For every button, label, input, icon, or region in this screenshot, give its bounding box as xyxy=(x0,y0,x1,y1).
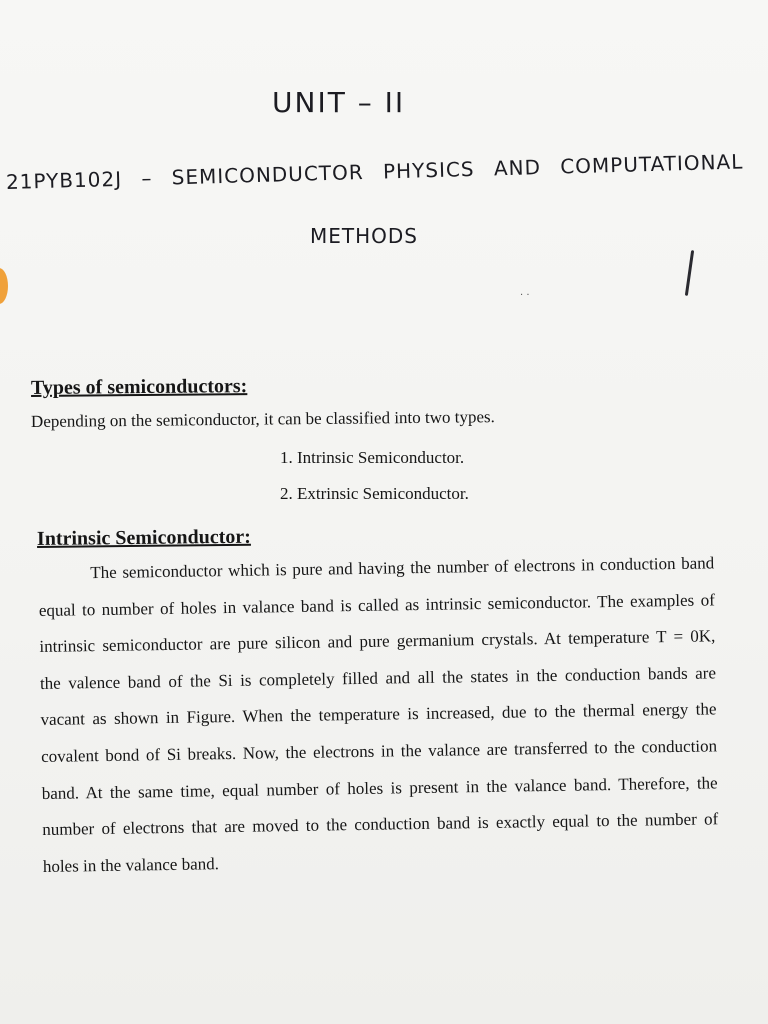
paragraph-line: band. At the same time, equal number of holes is present in the valance band. Therefore, the xyxy=(41,772,718,803)
types-heading: Types of semiconductors: xyxy=(30,375,248,399)
paragraph-line: covalent bond of Si breaks. Now, the electrons in the valance are transferred to the conduction xyxy=(40,736,718,766)
list-item: 1. Intrinsic Semiconductor. xyxy=(280,448,465,467)
paragraph-line: the valence band of the Si is completely filled and all the states in the conduction bands are xyxy=(39,663,717,693)
course-title-line: 21PYB102J – SEMICONDUCTOR PHYSICS AND COMPUTATIONAL xyxy=(5,149,744,194)
paragraph-line: holes in the valance band. xyxy=(42,853,220,876)
types-intro-text: Depending on the semiconductor, it can be classified into two types. xyxy=(30,407,495,431)
paragraph-line: vacant as shown in Figure. When the temperature is increased, due to the thermal energy the xyxy=(40,699,717,730)
ink-specks: · · xyxy=(520,290,530,301)
unit-title: UNIT – II xyxy=(272,86,406,119)
paragraph-line: number of electrons that are moved to the conduction band is exactly equal to the number of xyxy=(42,809,719,840)
orange-sticker-mark xyxy=(0,268,8,304)
list-item: 2. Extrinsic Semiconductor. xyxy=(280,484,469,503)
paragraph-line: intrinsic semiconductor are pure silicon and pure germanium crystals. At temperature T = 0K, xyxy=(39,626,716,657)
pen-stroke-mark xyxy=(685,250,694,296)
intrinsic-heading: Intrinsic Semiconductor: xyxy=(36,525,251,550)
types-list xyxy=(280,448,469,520)
paragraph-line: equal to number of holes in valance band is called as intrinsic semiconductor. The examples of xyxy=(38,589,715,620)
intrinsic-paragraph xyxy=(38,545,719,885)
paragraph-line: The semiconductor which is pure and having the number of electrons in conduction band xyxy=(90,553,715,583)
course-title-continuation: METHODS xyxy=(310,224,418,248)
